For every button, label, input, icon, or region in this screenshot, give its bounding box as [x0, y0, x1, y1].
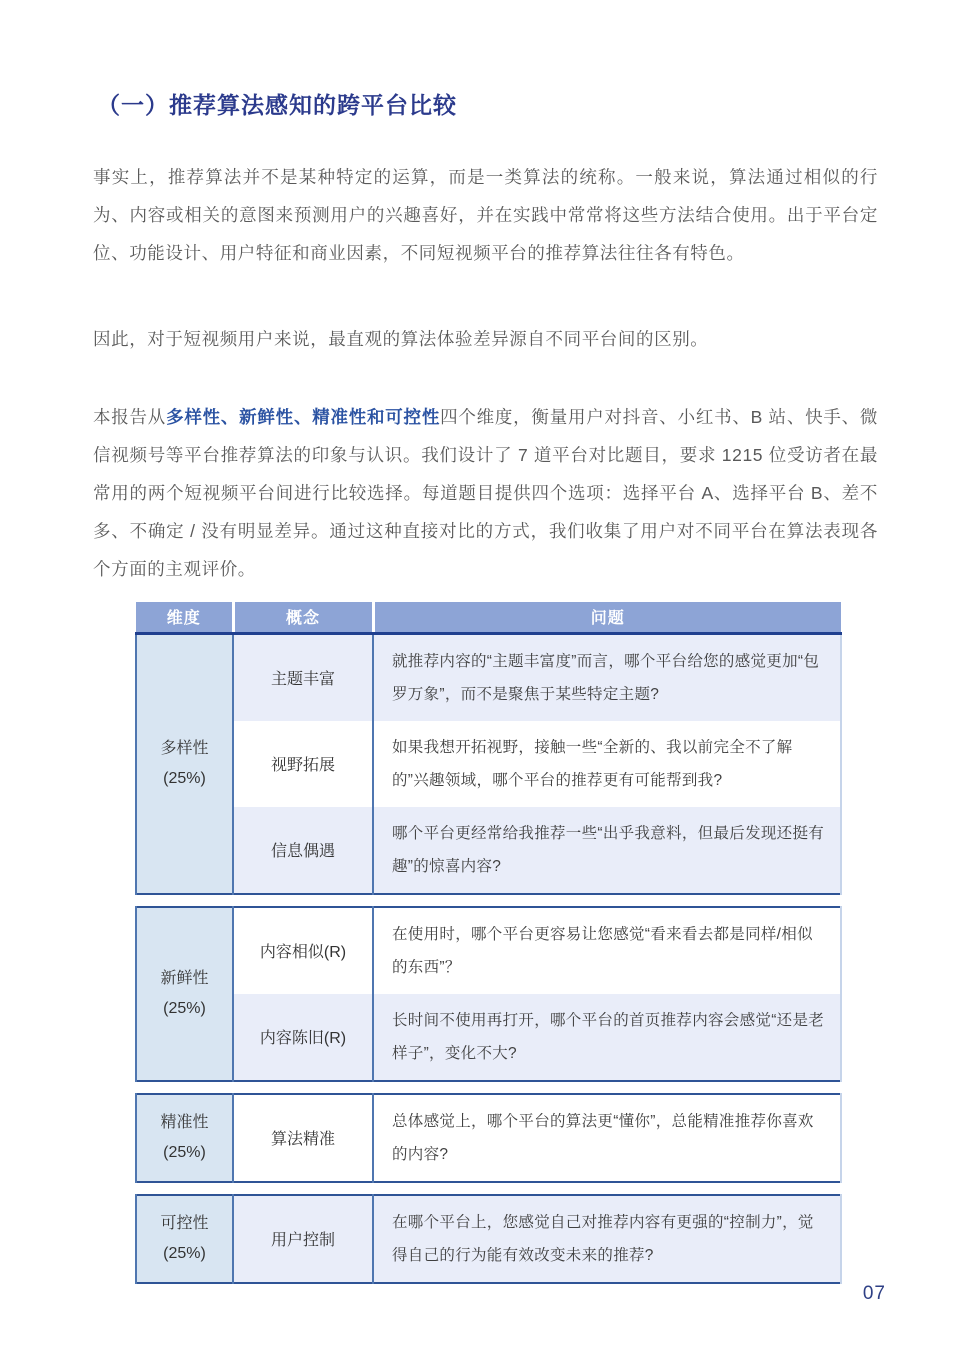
dimension-weight: (25%) — [163, 1143, 206, 1161]
dimension-weight: (25%) — [163, 999, 206, 1017]
group-accuracy — [136, 1094, 841, 1182]
concept-cell: 视野拓展 — [233, 721, 373, 807]
col-header-question: 问题 — [373, 602, 841, 633]
question-cell: 总体感觉上，哪个平台的算法更“懂你”，总能精准推荐你喜欢的内容? — [373, 1094, 841, 1182]
dimension-cell-controllability — [136, 1195, 233, 1283]
concept-cell: 信息偶遇 — [233, 807, 373, 894]
dimension-label: 新鲜性 — [160, 969, 209, 987]
question-cell: 长时间不使用再打开，哪个平台的首页推荐内容会感觉“还是老样子”，变化不大? — [373, 994, 841, 1081]
dimension-cell-freshness — [136, 907, 233, 1081]
table-row — [136, 907, 841, 994]
question-cell: 就推荐内容的“主题丰富度”而言，哪个平台给您的感觉更加“包罗万象”，而不是聚焦于某些特定主题? — [373, 633, 841, 721]
dimension-weight: (25%) — [163, 769, 206, 787]
group-controllability — [136, 1195, 841, 1283]
question-cell: 在使用时，哪个平台更容易让您感觉“看来看去都是同样/相似的东西”？ — [373, 907, 841, 994]
col-header-dimension: 维度 — [136, 602, 233, 633]
dimension-weight: (25%) — [163, 1244, 206, 1262]
col-header-concept: 概念 — [233, 602, 373, 633]
concept-cell: 用户控制 — [233, 1195, 373, 1283]
table-row — [136, 1195, 841, 1283]
group-gap — [136, 1182, 841, 1195]
table-header-row — [136, 602, 841, 633]
dimension-cell-accuracy — [136, 1094, 233, 1182]
dimension-label: 可控性 — [160, 1214, 209, 1232]
group-diversity — [136, 633, 841, 894]
group-gap — [136, 894, 841, 907]
concept-cell: 算法精准 — [233, 1094, 373, 1182]
table-row — [136, 633, 841, 721]
concept-cell: 内容陈旧(R) — [233, 994, 373, 1081]
table-row — [136, 721, 841, 807]
dimension-cell-diversity — [136, 633, 233, 894]
dimensions-table — [135, 602, 842, 1284]
question-cell: 在哪个平台上，您感觉自己对推荐内容有更强的“控制力”，觉得自己的行为能有效改变未来的推荐? — [373, 1195, 841, 1283]
table-row — [136, 1094, 841, 1182]
paragraph-conclusion: 因此，对于短视频用户来说，最直观的算法体验差异源自不同平台间的区别。 — [93, 329, 709, 349]
group-freshness — [136, 907, 841, 1081]
question-cell: 哪个平台更经常给我推荐一些“出乎我意料，但最后发现还挺有趣”的惊喜内容? — [373, 807, 841, 894]
table-row — [136, 994, 841, 1081]
paragraph-methodology — [93, 398, 878, 588]
dimension-label: 多样性 — [160, 739, 209, 757]
section-heading: （一）推荐算法感知的跨平台比较 — [97, 92, 457, 118]
concept-cell: 内容相似(R) — [233, 907, 373, 994]
p3-suffix: 四个维度，衡量用户对抖音、小红书、B 站、快手、微信视频号等平台推荐算法的印象与认识。我们设计了 7 道平台对比题目，要求 1215 位受访者在最常用的两个短视频平台间进行比较选择。每道题目提供四个选项：选择平台 A、选择平台 B、差不多、不确定 / 没有明显差异。通过这种直接对比的方式，我们收集了用户对不同平台在算法表现各个方面的主观评价。 — [93, 407, 878, 579]
page-number: 07 — [862, 1283, 886, 1304]
paragraph-intro: 事实上，推荐算法并不是某种特定的运算，而是一类算法的统称。一般来说，算法通过相似的行为、内容或相关的意图来预测用户的兴趣喜好，并在实践中常常将这些方法结合使用。出于平台定位、功能设计、用户特征和商业因素，不同短视频平台的推荐算法往往各有特色。 — [93, 167, 878, 263]
dimension-label: 精准性 — [160, 1113, 209, 1131]
p3-highlighted-dimensions: 多样性、新鲜性、精准性和可控性 — [166, 407, 441, 427]
p3-prefix: 本报告从 — [93, 407, 167, 427]
table-row — [136, 807, 841, 894]
concept-cell: 主题丰富 — [233, 633, 373, 721]
group-gap — [136, 1081, 841, 1094]
question-cell: 如果我想开拓视野，接触一些“全新的、我以前完全不了解的”兴趣领域，哪个平台的推荐更有可能帮到我? — [373, 721, 841, 807]
